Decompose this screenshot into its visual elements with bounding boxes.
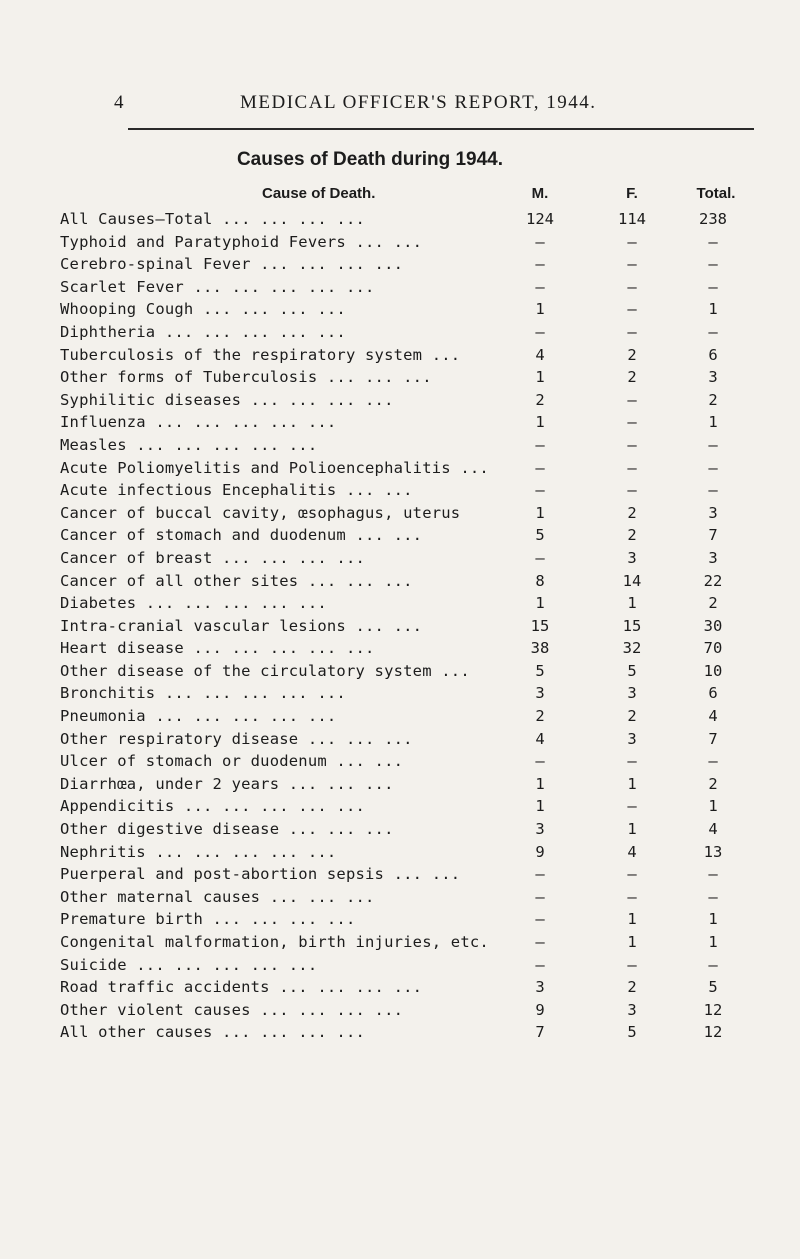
cause-label: Syphilitic diseases ... ... ... ... xyxy=(60,390,394,409)
male-count: 4 xyxy=(535,345,545,364)
table-row xyxy=(0,615,800,638)
total-count: 3 xyxy=(708,368,718,387)
table-row xyxy=(0,976,800,999)
total-count: 6 xyxy=(708,684,718,703)
cause-label: Measles ... ... ... ... ... xyxy=(60,435,318,454)
page-header xyxy=(0,92,800,122)
table-row xyxy=(0,208,800,231)
table-row xyxy=(0,344,800,367)
total-count: 1 xyxy=(708,413,718,432)
male-count: 1 xyxy=(535,300,545,319)
female-count: 1 xyxy=(627,594,637,613)
cause-label: Congenital malformation, birth injuries, etc. xyxy=(60,933,489,951)
total-count: 7 xyxy=(708,526,718,545)
female-count: 2 xyxy=(627,707,637,726)
male-count: 1 xyxy=(535,368,545,387)
male-count: — xyxy=(535,481,545,500)
male-count: — xyxy=(535,752,545,771)
cause-label: Diarrhœa, under 2 years ... ... ... xyxy=(60,774,394,793)
table-row xyxy=(0,660,800,683)
total-count: 30 xyxy=(703,616,723,635)
table-row xyxy=(0,705,800,728)
female-count: — xyxy=(627,481,637,500)
table-row xyxy=(0,547,800,570)
header-rule xyxy=(128,128,754,130)
female-count: — xyxy=(627,277,637,296)
total-count: 238 xyxy=(699,210,727,228)
female-count: — xyxy=(627,300,637,319)
male-count: 1 xyxy=(535,774,545,793)
total-count: 7 xyxy=(708,729,718,748)
cause-label: Other maternal causes ... ... ... xyxy=(60,887,375,906)
table-row xyxy=(0,954,800,977)
cause-label: Cancer of buccal cavity, œsophagus, uterus xyxy=(60,503,461,522)
column-header-total: Total. xyxy=(696,185,736,202)
cause-label: Acute Poliomyelitis and Polioencephalitis ... xyxy=(60,458,489,477)
cause-label: Typhoid and Paratyphoid Fevers ... ... xyxy=(60,232,423,251)
table-row xyxy=(0,682,800,705)
female-count: 3 xyxy=(627,1000,637,1019)
cause-label: Puerperal and post-abortion sepsis ... ... xyxy=(60,865,461,884)
male-count: 1 xyxy=(535,413,545,432)
table-row xyxy=(0,479,800,502)
total-count: 3 xyxy=(708,548,718,567)
table-row xyxy=(0,841,800,864)
total-count: — xyxy=(708,955,718,974)
female-count: — xyxy=(627,887,637,906)
cause-label: Other violent causes ... ... ... ... xyxy=(60,1000,404,1019)
male-count: 15 xyxy=(530,616,550,635)
male-count: 1 xyxy=(535,503,545,522)
male-count: 7 xyxy=(535,1023,545,1042)
table-row xyxy=(0,457,800,480)
female-count: — xyxy=(627,232,637,251)
table-row xyxy=(0,863,800,886)
total-count: — xyxy=(708,322,718,341)
male-count: — xyxy=(535,955,545,974)
female-count: 1 xyxy=(627,820,637,839)
total-count: — xyxy=(708,458,718,477)
total-count: 12 xyxy=(703,1023,723,1042)
total-count: 2 xyxy=(708,594,718,613)
female-count: — xyxy=(627,955,637,974)
total-count: — xyxy=(708,277,718,296)
total-count: 2 xyxy=(708,774,718,793)
male-count: 9 xyxy=(535,1000,545,1019)
female-count: 2 xyxy=(627,503,637,522)
total-count: 22 xyxy=(703,571,723,590)
male-count: 3 xyxy=(535,684,545,703)
table-row xyxy=(0,253,800,276)
female-count: 2 xyxy=(627,526,637,545)
male-count: — xyxy=(535,458,545,477)
table-row xyxy=(0,795,800,818)
table-row xyxy=(0,592,800,615)
female-count: 1 xyxy=(627,933,637,951)
male-count: — xyxy=(535,277,545,296)
female-count: 4 xyxy=(627,842,637,861)
table-row xyxy=(0,411,800,434)
male-count: 2 xyxy=(535,390,545,409)
total-count: 1 xyxy=(708,910,718,929)
table-row xyxy=(0,502,800,525)
female-count: 2 xyxy=(627,978,637,997)
total-count: — xyxy=(708,435,718,454)
column-header-cause: Cause of Death. xyxy=(262,185,376,202)
male-count: — xyxy=(535,933,545,951)
total-count: 5 xyxy=(708,978,718,997)
total-count: — xyxy=(708,481,718,500)
male-count: 9 xyxy=(535,842,545,861)
cause-label: All Causes—Total ... ... ... ... xyxy=(60,210,366,228)
female-count: — xyxy=(627,752,637,771)
cause-label: Other disease of the circulatory system ... xyxy=(60,661,470,680)
cause-label: Cerebro-spinal Fever ... ... ... ... xyxy=(60,255,404,274)
female-count: — xyxy=(627,390,637,409)
male-count: — xyxy=(535,887,545,906)
female-count: 3 xyxy=(627,548,637,567)
cause-label: Influenza ... ... ... ... ... xyxy=(60,413,337,432)
table-row xyxy=(0,434,800,457)
cause-label: Tuberculosis of the respiratory system ... xyxy=(60,345,461,364)
table-row xyxy=(0,524,800,547)
cause-label: Cancer of breast ... ... ... ... xyxy=(60,548,366,567)
table-row xyxy=(0,321,800,344)
male-count: — xyxy=(535,232,545,251)
cause-label: Nephritis ... ... ... ... ... xyxy=(60,842,337,861)
table-row xyxy=(0,931,800,954)
female-count: 2 xyxy=(627,368,637,387)
table-row xyxy=(0,637,800,660)
cause-label: Ulcer of stomach or duodenum ... ... xyxy=(60,752,404,771)
female-count: 5 xyxy=(627,661,637,680)
running-head: MEDICAL OFFICER'S REPORT, 1944. xyxy=(240,92,597,113)
female-count: — xyxy=(627,458,637,477)
cause-label: Cancer of stomach and duodenum ... ... xyxy=(60,526,423,545)
female-count: 1 xyxy=(627,774,637,793)
table-row xyxy=(0,389,800,412)
table-row xyxy=(0,1021,800,1044)
female-count: 15 xyxy=(622,616,642,635)
table-row xyxy=(0,231,800,254)
cause-label: Premature birth ... ... ... ... xyxy=(60,910,356,929)
table-title: Causes of Death during 1944. xyxy=(236,149,504,170)
cause-label: Pneumonia ... ... ... ... ... xyxy=(60,707,337,726)
female-count: 14 xyxy=(622,571,642,590)
female-count: 2 xyxy=(627,345,637,364)
cause-label: Whooping Cough ... ... ... ... xyxy=(60,300,346,319)
cause-label: Road traffic accidents ... ... ... ... xyxy=(60,978,423,997)
male-count: 5 xyxy=(535,661,545,680)
table-row xyxy=(0,773,800,796)
total-count: 1 xyxy=(708,933,718,951)
male-count: 1 xyxy=(535,594,545,613)
table-row xyxy=(0,999,800,1022)
female-count: 1 xyxy=(627,910,637,929)
table-row xyxy=(0,908,800,931)
male-count: 8 xyxy=(535,571,545,590)
female-count: — xyxy=(627,322,637,341)
total-count: 1 xyxy=(708,300,718,319)
total-count: 3 xyxy=(708,503,718,522)
male-count: — xyxy=(535,322,545,341)
total-count: 1 xyxy=(708,797,718,816)
male-count: — xyxy=(535,910,545,929)
male-count: 5 xyxy=(535,526,545,545)
male-count: — xyxy=(535,435,545,454)
column-header-male: M. xyxy=(531,185,549,202)
cause-label: Diphtheria ... ... ... ... ... xyxy=(60,322,346,341)
cause-label: Suicide ... ... ... ... ... xyxy=(60,955,318,974)
table-row xyxy=(0,276,800,299)
cause-label: Scarlet Fever ... ... ... ... ... xyxy=(60,277,375,296)
table-row xyxy=(0,728,800,751)
female-count: 3 xyxy=(627,684,637,703)
column-header-female: F. xyxy=(626,185,638,202)
total-count: 2 xyxy=(708,390,718,409)
total-count: 70 xyxy=(703,639,723,658)
total-count: — xyxy=(708,752,718,771)
cause-label: All other causes ... ... ... ... xyxy=(60,1023,366,1042)
total-count: — xyxy=(708,232,718,251)
cause-label: Other forms of Tuberculosis ... ... ... xyxy=(60,368,432,387)
male-count: 3 xyxy=(535,820,545,839)
table-row xyxy=(0,298,800,321)
male-count: 4 xyxy=(535,729,545,748)
female-count: 3 xyxy=(627,729,637,748)
male-count: — xyxy=(535,865,545,884)
cause-label: Intra-cranial vascular lesions ... ... xyxy=(60,616,423,635)
female-count: 5 xyxy=(627,1023,637,1042)
table-row xyxy=(0,570,800,593)
table-row xyxy=(0,886,800,909)
cause-label: Cancer of all other sites ... ... ... xyxy=(60,571,413,590)
total-count: — xyxy=(708,865,718,884)
cause-label: Bronchitis ... ... ... ... ... xyxy=(60,684,346,703)
female-count: — xyxy=(627,865,637,884)
cause-label: Acute infectious Encephalitis ... ... xyxy=(60,481,413,500)
female-count: 32 xyxy=(622,639,642,658)
male-count: — xyxy=(535,255,545,274)
female-count: — xyxy=(627,435,637,454)
total-count: 4 xyxy=(708,707,718,726)
table-row xyxy=(0,818,800,841)
total-count: 13 xyxy=(703,842,723,861)
female-count: 114 xyxy=(618,210,646,228)
male-count: 2 xyxy=(535,707,545,726)
total-count: 6 xyxy=(708,345,718,364)
female-count: — xyxy=(627,413,637,432)
cause-label: Other digestive disease ... ... ... xyxy=(60,820,394,839)
cause-label: Appendicitis ... ... ... ... ... xyxy=(60,797,366,816)
total-count: 12 xyxy=(703,1000,723,1019)
total-count: 10 xyxy=(703,661,723,680)
male-count: 38 xyxy=(530,639,550,658)
total-count: 4 xyxy=(708,820,718,839)
male-count: 124 xyxy=(526,210,554,228)
male-count: — xyxy=(535,548,545,567)
page-number: 4 xyxy=(114,92,125,113)
cause-label: Other respiratory disease ... ... ... xyxy=(60,729,413,748)
causes-table-body xyxy=(0,208,800,1044)
cause-label: Diabetes ... ... ... ... ... xyxy=(60,594,327,613)
table-row xyxy=(0,750,800,773)
male-count: 3 xyxy=(535,978,545,997)
male-count: 1 xyxy=(535,797,545,816)
total-count: — xyxy=(708,887,718,906)
cause-label: Heart disease ... ... ... ... ... xyxy=(60,639,375,658)
female-count: — xyxy=(627,255,637,274)
table-row xyxy=(0,366,800,389)
total-count: — xyxy=(708,255,718,274)
female-count: — xyxy=(627,797,637,816)
